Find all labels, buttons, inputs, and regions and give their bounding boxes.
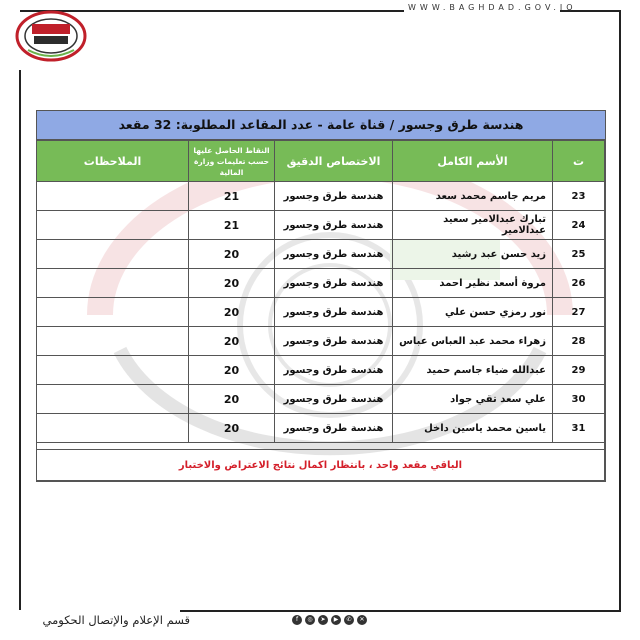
row-notes <box>37 356 189 385</box>
row-notes <box>37 298 189 327</box>
instagram-icon[interactable]: ◎ <box>305 615 315 625</box>
note-row <box>37 450 605 481</box>
row-name: علي سعد تقي جواد <box>393 385 553 414</box>
row-specialty: هندسة طرق وجسور <box>275 182 393 211</box>
table-row <box>37 298 605 327</box>
row-points: 20 <box>189 385 275 414</box>
row-notes <box>37 182 189 211</box>
x-icon[interactable]: ✕ <box>357 615 367 625</box>
table-header-row <box>37 141 605 182</box>
results-table <box>36 140 605 481</box>
table-row <box>37 240 605 269</box>
row-name: زهراء محمد عبد العباس عباس <box>393 327 553 356</box>
spacer-row <box>37 443 605 450</box>
row-specialty: هندسة طرق وجسور <box>275 211 393 240</box>
col-name-header: الأسم الكامل <box>393 141 553 182</box>
row-seq: 29 <box>553 356 605 385</box>
row-name: مريم جاسم محمد سعد <box>393 182 553 211</box>
baghdad-governorate-logo <box>12 6 90 66</box>
row-specialty: هندسة طرق وجسور <box>275 327 393 356</box>
top-frame <box>0 0 640 34</box>
col-seq-header: ت <box>553 141 605 182</box>
row-seq: 24 <box>553 211 605 240</box>
row-points: 20 <box>189 414 275 443</box>
row-name: ياسين محمد ياسين داخل <box>393 414 553 443</box>
document-title: هندسة طرق وجسور / قناة عامة - عدد المقاعد المطلوبة: 32 مقعد <box>37 111 605 140</box>
row-notes <box>37 269 189 298</box>
facebook-icon[interactable]: f <box>292 615 302 625</box>
telegram-icon[interactable]: ➤ <box>318 615 328 625</box>
row-specialty: هندسة طرق وجسور <box>275 240 393 269</box>
row-seq: 25 <box>553 240 605 269</box>
results-document <box>36 110 606 482</box>
table-row <box>37 182 605 211</box>
row-specialty: هندسة طرق وجسور <box>275 356 393 385</box>
row-seq: 31 <box>553 414 605 443</box>
table-row <box>37 414 605 443</box>
remaining-seat-note: الباقي مقعد واحد ، بانتظار اكمال نتائج الاعتراض والاختبار <box>37 450 605 481</box>
row-name: مروة أسعد نظير احمد <box>393 269 553 298</box>
social-icons <box>292 615 367 625</box>
table-row <box>37 211 605 240</box>
bottom-frame-line <box>180 610 621 612</box>
col-notes-header: الملاحظات <box>37 141 189 182</box>
row-specialty: هندسة طرق وجسور <box>275 298 393 327</box>
row-notes <box>37 327 189 356</box>
col-specialty-header: الاختصاص الدقيق <box>275 141 393 182</box>
row-seq: 26 <box>553 269 605 298</box>
row-notes <box>37 211 189 240</box>
col-points-header: النقاط الحاصل عليها حسب تعليمات وزارة المالية <box>189 141 275 182</box>
row-points: 20 <box>189 240 275 269</box>
row-specialty: هندسة طرق وجسور <box>275 385 393 414</box>
department-footer: قسم الإعلام والإتصال الحكومي <box>42 613 190 627</box>
row-notes <box>37 385 189 414</box>
row-points: 20 <box>189 356 275 385</box>
row-specialty: هندسة طرق وجسور <box>275 414 393 443</box>
row-seq: 28 <box>553 327 605 356</box>
row-name: نور رمزي حسن علي <box>393 298 553 327</box>
left-frame-line <box>19 70 21 610</box>
spacer-cell <box>37 443 605 450</box>
row-name: تبارك عبدالامير سعيد عبدالامير <box>393 211 553 240</box>
table-row <box>37 385 605 414</box>
youtube-icon[interactable]: ▶ <box>331 615 341 625</box>
whatsapp-icon[interactable]: ✆ <box>344 615 354 625</box>
table-row <box>37 269 605 298</box>
row-points: 20 <box>189 298 275 327</box>
table-row <box>37 327 605 356</box>
row-seq: 27 <box>553 298 605 327</box>
row-name: عبدالله ضياء جاسم حميد <box>393 356 553 385</box>
row-notes <box>37 240 189 269</box>
row-points: 20 <box>189 327 275 356</box>
row-specialty: هندسة طرق وجسور <box>275 269 393 298</box>
row-points: 21 <box>189 211 275 240</box>
table-row <box>37 356 605 385</box>
row-notes <box>37 414 189 443</box>
row-points: 21 <box>189 182 275 211</box>
right-frame-line <box>619 10 621 610</box>
row-seq: 23 <box>553 182 605 211</box>
website-url: WWW.BAGHDAD.GOV.IQ <box>408 3 577 12</box>
row-seq: 30 <box>553 385 605 414</box>
row-name: زيد حسن عبد رشيد <box>393 240 553 269</box>
row-points: 20 <box>189 269 275 298</box>
